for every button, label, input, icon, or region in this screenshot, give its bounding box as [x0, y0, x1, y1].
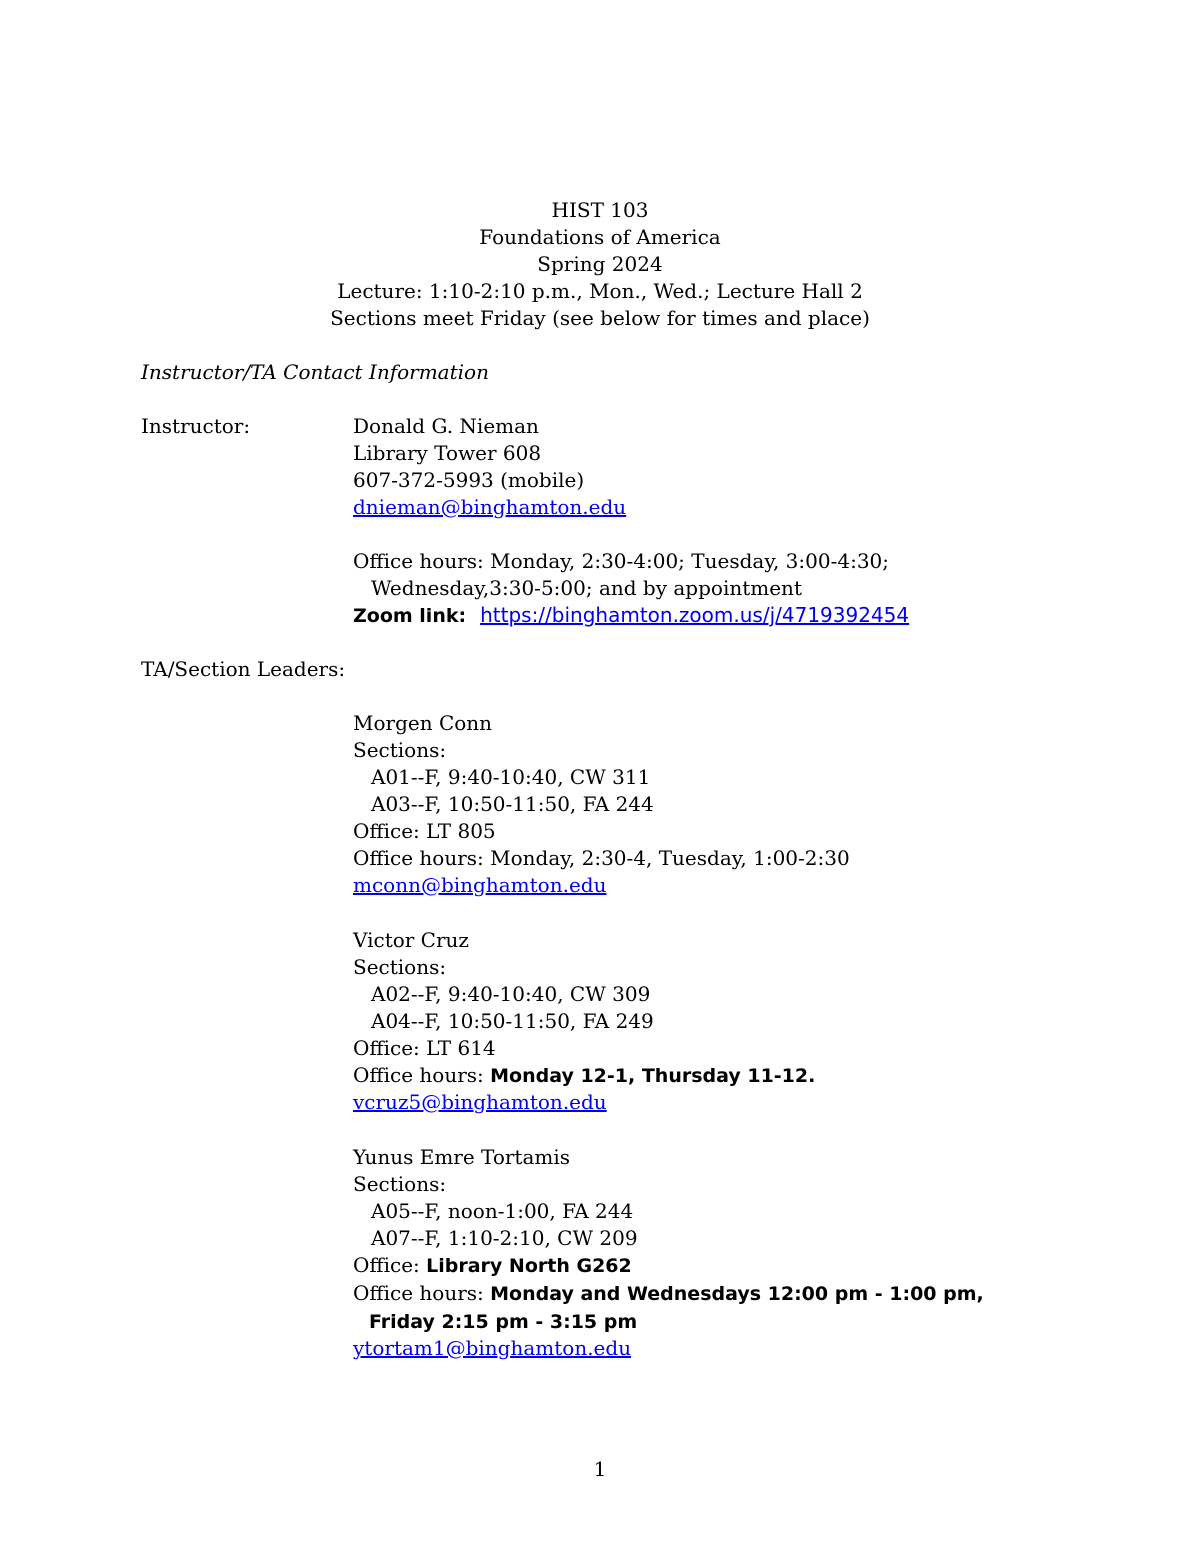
- ta-name: Victor Cruz: [353, 928, 469, 952]
- ta-office: Office: LT 805: [353, 819, 496, 843]
- contact-heading: Instructor/TA Contact Information: [141, 360, 489, 384]
- instructor-email-row: [353, 494, 626, 521]
- course-title: Foundations of America: [479, 225, 721, 249]
- ta-email-link[interactable]: vcruz5@binghamton.edu: [353, 1090, 607, 1114]
- sections-note: Sections meet Friday (see below for times and place): [330, 306, 870, 330]
- ta-office-hours-row: [353, 1280, 984, 1307]
- ta-section-item: A05--F, noon-1:00, FA 244: [371, 1199, 634, 1223]
- instructor-office-hours-line1: Office hours: Monday, 2:30-4:00; Tuesday, 3:00-4:30;: [353, 549, 890, 573]
- zoom-link[interactable]: https://binghamton.zoom.us/j/4719392454: [480, 603, 910, 627]
- course-code: HIST 103: [551, 198, 649, 222]
- ta-email-link[interactable]: ytortam1@binghamton.edu: [353, 1336, 632, 1360]
- ta-sections-label: Sections:: [353, 955, 447, 979]
- page-number: 1: [593, 1457, 607, 1481]
- zoom-label: Zoom link:: [353, 605, 467, 627]
- ta-sections-label: Sections:: [353, 1172, 447, 1196]
- ta-office-hours: Office hours: Monday, 2:30-4, Tuesday, 1:00-2:30: [353, 846, 850, 870]
- instructor-office-hours-line2: Wednesday,3:30-5:00; and by appointment: [371, 576, 802, 600]
- ta-office-row: [353, 1252, 632, 1279]
- ta-office-hours-value-line2: Friday 2:15 pm - 3:15 pm: [369, 1311, 638, 1333]
- ta-office-hours-row: [353, 1062, 815, 1089]
- ta-section-item: A07--F, 1:10-2:10, CW 209: [371, 1226, 638, 1250]
- instructor-label: Instructor:: [141, 414, 251, 438]
- ta-office-prefix: Office:: [353, 1253, 427, 1277]
- ta-section-item: A02--F, 9:40-10:40, CW 309: [371, 982, 651, 1006]
- instructor-email-link[interactable]: dnieman@binghamton.edu: [353, 495, 627, 519]
- ta-section-item: A01--F, 9:40-10:40, CW 311: [371, 765, 651, 789]
- ta-email-row: [353, 1335, 631, 1362]
- ta-email-row: [353, 1089, 607, 1116]
- ta-office-value: Library North G262: [426, 1255, 632, 1277]
- course-term: Spring 2024: [537, 252, 663, 276]
- ta-name: Yunus Emre Tortamis: [353, 1145, 571, 1169]
- ta-label: TA/Section Leaders:: [141, 657, 346, 681]
- ta-email-row: [353, 872, 606, 899]
- ta-section-item: A04--F, 10:50-11:50, FA 249: [371, 1009, 654, 1033]
- lecture-info: Lecture: 1:10-2:10 p.m., Mon., Wed.; Lecture Hall 2: [337, 279, 863, 303]
- ta-office-hours-value: Monday 12-1, Thursday 11-12.: [490, 1065, 816, 1087]
- instructor-name: Donald G. Nieman: [353, 414, 539, 438]
- ta-name: Morgen Conn: [353, 711, 493, 735]
- ta-email-link[interactable]: mconn@binghamton.edu: [353, 873, 607, 897]
- ta-sections-label: Sections:: [353, 738, 447, 762]
- ta-office-hours-prefix: Office hours:: [353, 1281, 491, 1305]
- ta-office-hours-continuation: [369, 1308, 637, 1335]
- instructor-office: Library Tower 608: [353, 441, 542, 465]
- ta-office-hours-value: Monday and Wednesdays 12:00 pm - 1:00 pm,: [490, 1283, 984, 1305]
- zoom-row: [353, 602, 909, 629]
- ta-office-hours-prefix: Office hours:: [353, 1063, 491, 1087]
- ta-office: Office: LT 614: [353, 1036, 496, 1060]
- instructor-phone: 607-372-5993 (mobile): [353, 468, 585, 492]
- ta-section-item: A03--F, 10:50-11:50, FA 244: [371, 792, 654, 816]
